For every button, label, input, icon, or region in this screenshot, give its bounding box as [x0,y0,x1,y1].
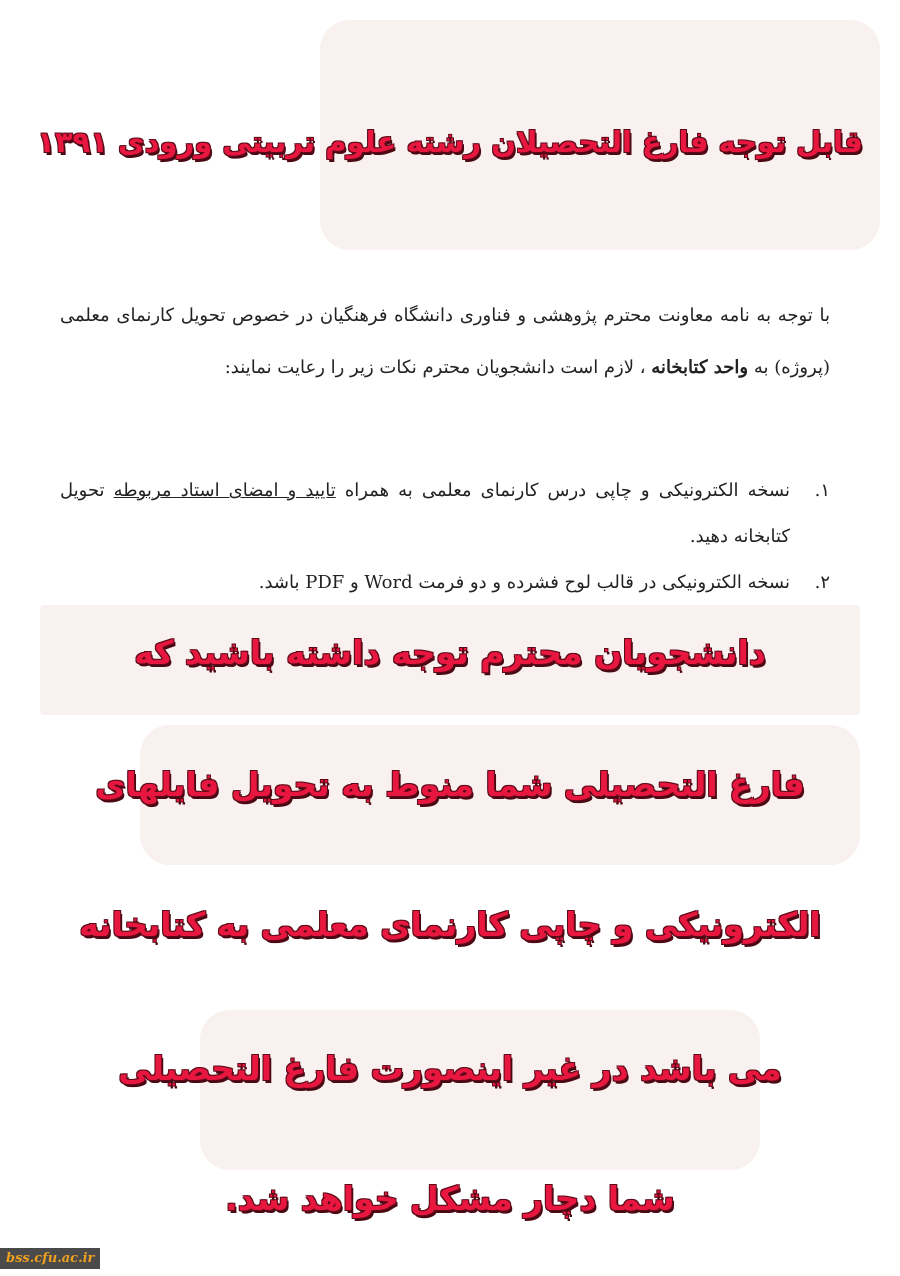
list-number: ۱. [814,480,830,501]
background-patch [200,1010,760,1170]
page-title: قابل توجه فارغ التحصیلان رشته علوم تربیتی ورودی ۱۳۹۱ [37,125,863,159]
list-item [60,468,830,560]
requirements-list [60,468,830,606]
notice-line: می باشد در غیر اینصورت فارغ التحصیلی [118,1049,782,1088]
intro-bold: واحد کتابخانه [651,357,749,378]
list-number: ۲. [814,572,830,593]
list-item [60,560,830,606]
notice-line: شما دچار مشکل خواهد شد. [225,1179,675,1218]
notice-line: دانشجویان محترم توجه داشته باشید که [134,633,766,672]
notice-line: فارغ التحصیلی شما منوط به تحویل فایلهای [95,765,805,804]
intro-paragraph [60,290,830,394]
intro-text-1: با توجه به نامه معاونت محترم پژوهشی و فناوری دانشگاه فرهنگیان در خصوص تحویل کارنمای معلمی (پروژه) به [60,305,830,378]
notice-line: الکترونیکی و چاپی کارنمای معلمی به کتابخانه [79,905,821,944]
site-watermark: bss.cfu.ac.ir [0,1248,100,1269]
item-text: نسخه الکترونیکی و چاپی درس کارنمای معلمی به همراه [344,480,790,501]
item-underlined-text: تایید و امضای استاد مربوطه [113,480,336,501]
item-text: تحویل کتابخانه دهید. [60,480,790,547]
item-text: نسخه الکترونیکی در قالب لوح فشرده و دو فرمت Word و PDF باشد. [258,572,790,593]
intro-text-2: ، لازم است دانشجویان محترم نکات زیر را رعایت نمایند: [224,357,646,378]
